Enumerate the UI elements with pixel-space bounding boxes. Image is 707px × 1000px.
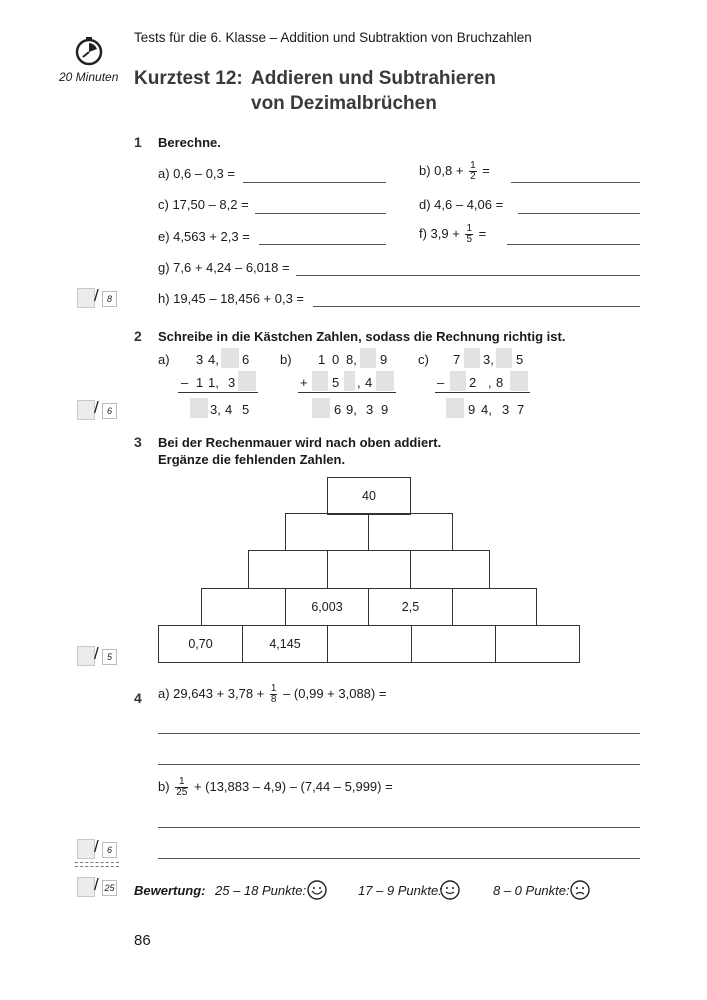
fill-in-box[interactable] bbox=[360, 348, 376, 368]
answer-line-4b-1[interactable] bbox=[158, 827, 640, 828]
answer-line-f[interactable] bbox=[507, 244, 640, 245]
time-limit-label: 20 Minuten bbox=[59, 70, 119, 84]
task-prompt-2: Ergänze die fehlenden Zahlen. bbox=[158, 452, 346, 467]
wall-cell: 6,003 bbox=[285, 588, 369, 626]
wall-cell: 0,70 bbox=[158, 625, 243, 663]
task-number: 4 bbox=[134, 690, 142, 706]
max-points: 8 bbox=[102, 291, 117, 307]
exercise-g: g) 7,6 + 4,24 – 6,018 = bbox=[158, 260, 290, 275]
fill-in-box[interactable] bbox=[344, 371, 355, 391]
fill-in-box[interactable] bbox=[450, 371, 466, 391]
task-prompt: Berechne. bbox=[158, 135, 221, 150]
exercise-h: h) 19,45 – 18,456 + 0,3 = bbox=[158, 291, 305, 306]
answer-line-h[interactable] bbox=[313, 306, 640, 307]
fill-in-box[interactable] bbox=[221, 348, 239, 368]
task-number: 2 bbox=[134, 328, 142, 344]
score-input[interactable] bbox=[77, 646, 95, 666]
answer-line-b[interactable] bbox=[511, 182, 640, 183]
score-input[interactable] bbox=[77, 288, 95, 308]
max-points: 25 bbox=[102, 880, 117, 896]
wall-cell[interactable] bbox=[248, 550, 328, 589]
fill-in-box[interactable] bbox=[238, 371, 256, 391]
page-header: Tests für die 6. Klasse – Addition und Subtraktion von Bruchzahlen bbox=[134, 30, 532, 45]
wall-cell[interactable] bbox=[327, 550, 411, 589]
fill-in-box[interactable] bbox=[312, 371, 328, 391]
answer-line-a[interactable] bbox=[243, 182, 386, 183]
answer-line-4a-2[interactable] bbox=[158, 764, 640, 765]
test-title-line1: Addieren und Subtrahieren bbox=[251, 68, 496, 89]
exercise-a: a) 0,6 – 0,3 = bbox=[158, 166, 235, 181]
score-box-total[interactable]: / 25 bbox=[77, 877, 115, 897]
rating-label: Bewertung: bbox=[134, 883, 206, 898]
score-box-task2[interactable]: / 6 bbox=[77, 400, 115, 420]
fill-in-box[interactable] bbox=[376, 371, 394, 391]
task-prompt: Bei der Rechenmauer wird nach oben addiert. bbox=[158, 435, 442, 450]
fill-in-box[interactable] bbox=[496, 348, 512, 368]
wall-cell[interactable] bbox=[327, 625, 412, 663]
wall-cell[interactable] bbox=[495, 625, 580, 663]
wall-cell-top: 40 bbox=[327, 477, 411, 515]
total-separator bbox=[75, 862, 119, 863]
test-title-prefix: Kurztest 12: bbox=[134, 68, 243, 89]
task-number: 1 bbox=[134, 134, 142, 150]
wall-cell[interactable] bbox=[285, 513, 369, 551]
fill-in-box[interactable] bbox=[510, 371, 528, 391]
sad-face-icon bbox=[568, 878, 592, 902]
exercise-b: b) 0,8 + $\frac{1}{2}$ = bbox=[419, 160, 490, 182]
answer-line-c[interactable] bbox=[255, 213, 386, 214]
score-input[interactable] bbox=[77, 839, 95, 859]
answer-line-d[interactable] bbox=[518, 213, 640, 214]
task-prompt: Schreibe in die Kästchen Zahlen, sodass die Rechnung richtig ist. bbox=[158, 329, 566, 344]
answer-line-e[interactable] bbox=[259, 244, 386, 245]
page-number: 86 bbox=[134, 932, 151, 949]
task-number: 3 bbox=[134, 434, 142, 450]
wall-cell[interactable] bbox=[452, 588, 537, 626]
sub-label: b) bbox=[280, 352, 292, 367]
score-box-task3[interactable]: / 5 bbox=[77, 646, 115, 666]
fill-in-box[interactable] bbox=[312, 398, 330, 418]
score-box-task1[interactable]: / 8 bbox=[77, 288, 115, 308]
answer-line-4a-1[interactable] bbox=[158, 733, 640, 734]
exercise-4a: a) 29,643 + 3,78 + $\frac{1}{8}$ – (0,99 + 3,088) = bbox=[158, 683, 387, 705]
wall-cell[interactable] bbox=[410, 550, 490, 589]
exercise-e: e) 4,563 + 2,3 = bbox=[158, 229, 250, 244]
wall-cell[interactable] bbox=[411, 625, 496, 663]
fill-in-box[interactable] bbox=[464, 348, 480, 368]
happy-face-icon bbox=[305, 878, 329, 902]
answer-line-4b-2[interactable] bbox=[158, 858, 640, 859]
score-input[interactable] bbox=[77, 400, 95, 420]
wall-cell[interactable] bbox=[201, 588, 286, 626]
fill-in-box[interactable] bbox=[190, 398, 208, 418]
sub-label: c) bbox=[418, 352, 429, 367]
exercise-f: f) 3,9 + $\frac{1}{5}$ = bbox=[419, 223, 487, 245]
score-input[interactable] bbox=[77, 877, 95, 897]
max-points: 5 bbox=[102, 649, 117, 665]
max-points: 6 bbox=[102, 842, 117, 858]
rating-good: 25 – 18 Punkte: bbox=[215, 883, 307, 898]
sub-label: a) bbox=[158, 352, 170, 367]
smiling-face-icon bbox=[438, 878, 462, 902]
wall-cell: 2,5 bbox=[368, 588, 453, 626]
exercise-d: d) 4,6 – 4,06 = bbox=[419, 197, 504, 212]
score-box-task4[interactable]: / 6 bbox=[77, 839, 115, 859]
rating-poor: 8 – 0 Punkte: bbox=[493, 883, 570, 898]
exercise-4b: b) $\frac{1}{25}$ + (13,883 – 4,9) – (7,44 – 5,999) = bbox=[158, 776, 393, 798]
answer-line-g[interactable] bbox=[296, 275, 640, 276]
wall-cell: 4,145 bbox=[242, 625, 328, 663]
max-points: 6 bbox=[102, 403, 117, 419]
rating-medium: 17 – 9 Punkte: bbox=[358, 883, 442, 898]
test-title-line2: von Dezimalbrüchen bbox=[251, 93, 437, 114]
stopwatch-icon bbox=[74, 36, 104, 66]
fill-in-box[interactable] bbox=[446, 398, 464, 418]
wall-cell[interactable] bbox=[368, 513, 453, 551]
exercise-c: c) 17,50 – 8,2 = bbox=[158, 197, 249, 212]
